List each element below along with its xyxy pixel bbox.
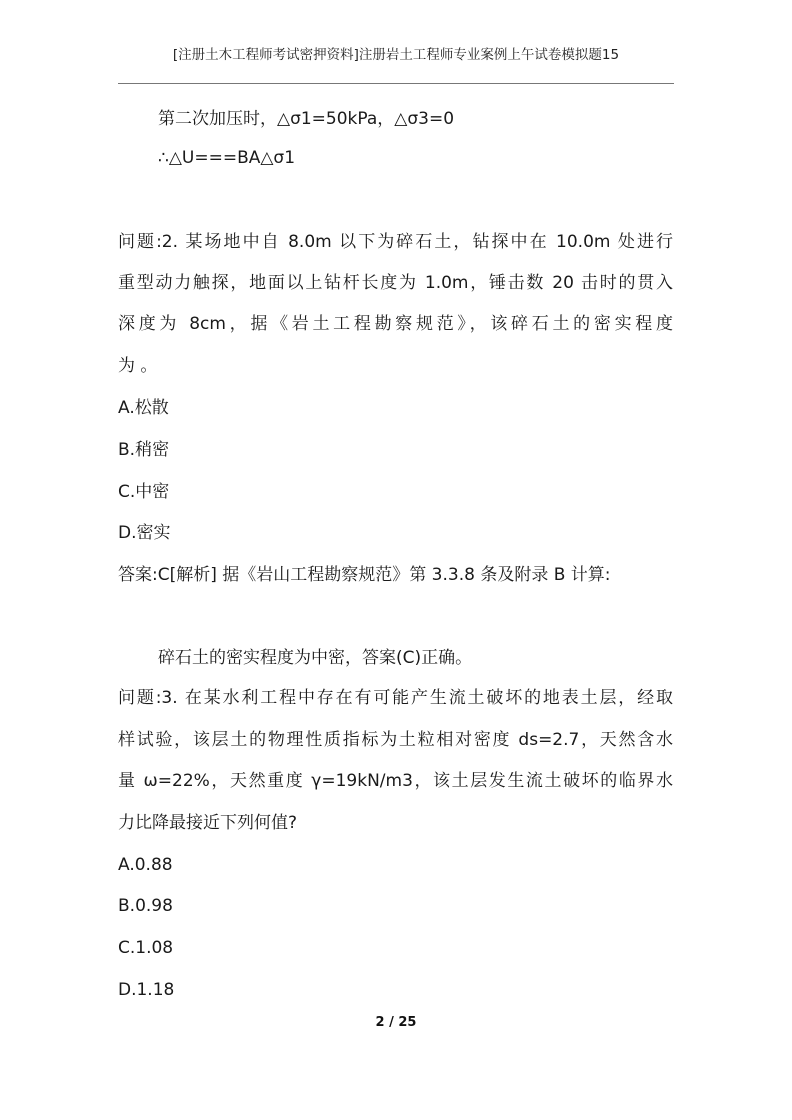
question-3-option-a: A.0.88 bbox=[118, 855, 173, 875]
question-3-text-line-4: 力比降最接近下列何值? bbox=[118, 813, 298, 833]
question-3-text-line-2: 样试验，该层土的物理性质指标为土粒相对密度 ds=2.7，天然含水 bbox=[118, 730, 673, 750]
question-2-option-a: A.松散 bbox=[118, 398, 169, 418]
continuation-line-2: ∴△U===BA△σ1 bbox=[158, 148, 296, 168]
question-3-option-c: C.1.08 bbox=[118, 938, 174, 958]
page-number-indicator: 2 / 25 bbox=[375, 1015, 417, 1030]
page-header: [注册土木工程师考试密押资料]注册岩土工程师专业案例上午试卷模拟题15 bbox=[172, 47, 620, 63]
question-3-option-d: D.1.18 bbox=[118, 980, 175, 1000]
question-3-text-line-1: 问题:3. 在某水利工程中存在有可能产生流土破坏的地表土层，经取 bbox=[118, 688, 673, 708]
question-2-option-d: D.密实 bbox=[118, 523, 171, 543]
header-divider bbox=[118, 83, 674, 84]
question-2-text-line-3: 深度为 8cm，据《岩土工程勘察规范》，该碎石土的密实程度 bbox=[118, 314, 673, 334]
question-3-option-b: B.0.98 bbox=[118, 896, 173, 916]
question-2-option-b: B.稍密 bbox=[118, 440, 170, 460]
question-2-answer: 答案:C[解析] 据《岩山工程勘察规范》第 3.3.8 条及附录 B 计算: bbox=[118, 565, 611, 585]
question-2-text-line-2: 重型动力触探，地面以上钻杆长度为 1.0m，锤击数 20 击时的贯入 bbox=[118, 273, 673, 293]
question-3-text-line-3: 量 ω=22%，天然重度 γ=19kN/m3，该土层发生流土破坏的临界水 bbox=[118, 771, 673, 791]
question-2-conclusion: 碎石土的密实程度为中密，答案(C)正确。 bbox=[158, 648, 473, 668]
question-2-text-line-1: 问题:2. 某场地中自 8.0m 以下为碎石土，钻探中在 10.0m 处进行 bbox=[118, 232, 673, 252]
continuation-line-1: 第二次加压时，△σ1=50kPa，△σ3=0 bbox=[158, 109, 455, 129]
question-2-text-line-4: 为 。 bbox=[118, 356, 158, 376]
question-2-option-c: C.中密 bbox=[118, 482, 170, 502]
